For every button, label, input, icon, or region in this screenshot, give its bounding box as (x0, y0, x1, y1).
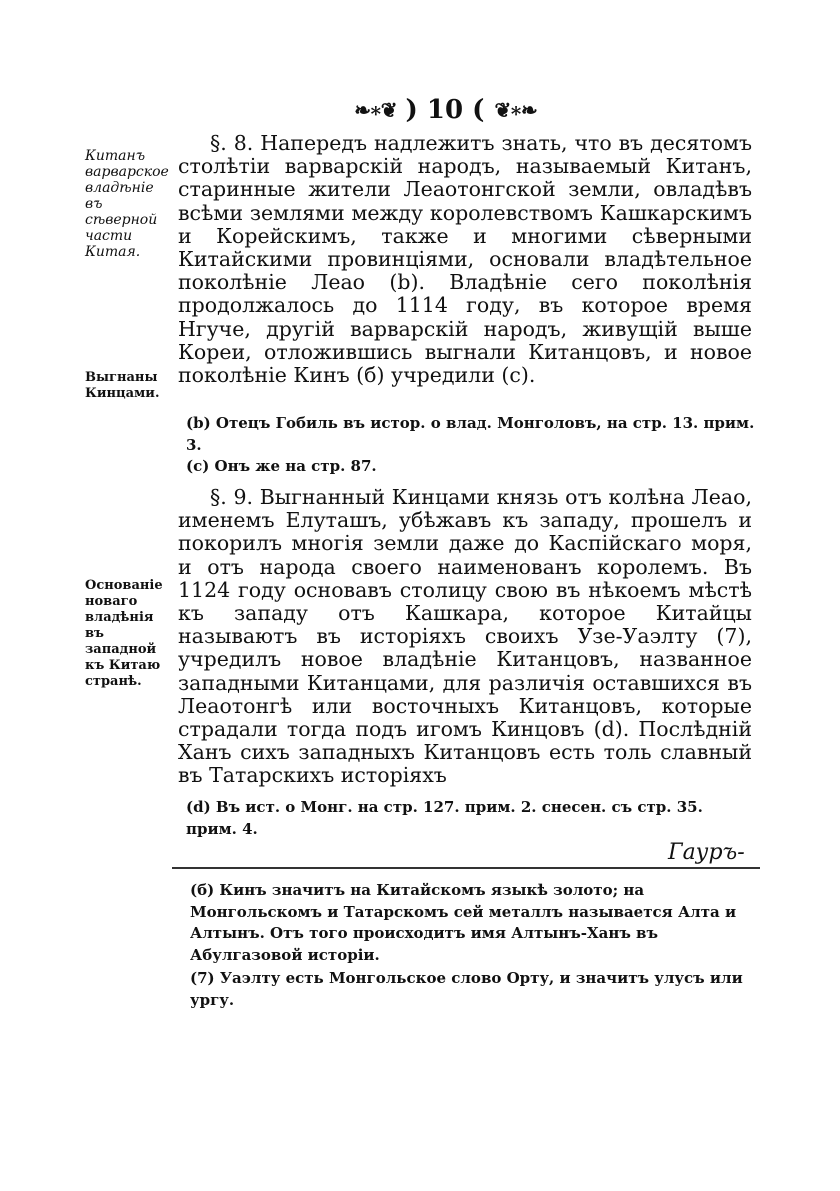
margin-note-foundation: Основанiе новаго владѣнiя въ западной къ Китаю странѣ. (85, 578, 163, 689)
footnote-b: (b) Отецъ Гобиль въ истор. о влад. Монголовъ, на стр. 13. прим. 3. (186, 414, 755, 454)
ornament-right-icon: ❦∗❧ (494, 98, 536, 122)
footnote-c: (c) Онъ же на стр. 87. (186, 457, 377, 475)
page-number: ) 10 ( (405, 95, 485, 125)
footnote-7: (7) Уаэлту есть Монгольское слово Орту, и значитъ улусъ или ургу. (190, 969, 743, 1009)
page-header (330, 90, 560, 130)
margin-note-expelled: Выгнаны Кинцами. (85, 370, 160, 401)
margin-note-kitan: Китанъ варварское владѣнiе въ сѣверной части Китая. (85, 148, 169, 260)
footnote-d: (d) Въ ист. о Монг. на стр. 127. прим. 2. снесен. съ стр. 35. прим. 4. (186, 798, 703, 838)
footnote-6: (б) Кинъ значитъ на Китайскомъ языкѣ золото; на Монгольскомъ и Татарскомъ сей металлъ называется Алта и Алтынъ. Отъ того происходитъ имя Алтынъ-Ханъ въ Абулгазовой исторiи. (190, 881, 737, 964)
catchword: Гауръ- (668, 840, 745, 865)
footnote-divider (172, 867, 760, 869)
paragraph-8: §. 8. Напередъ надлежитъ знать, что въ десятомъ столѣтiи варварскiй народъ, называемый Китанъ, старинные жители Леаотонгской земли, овладѣвъ всѣми землями между королевствомъ Кашкарскимъ и Корейскимъ, также и многими сѣверными Китайскими провинцiями, основали владѣтельное поколѣнiе Леао (b). Владѣнiе сего поколѣнiя продолжалось до 1114 году, въ которое время Нгуче, другiй варварскiй народъ, живущiй выше Кореи, отложившись выгнали Китанцовъ, и новое поколѣнiе Кинъ (б) учредили (c). (178, 131, 752, 388)
ornament-left-icon: ❧∗❦ (354, 98, 396, 122)
paragraph-9: §. 9. Выгнанный Кинцами князь отъ колѣна Леао, именемъ Елуташъ, убѣжавъ къ западу, прошелъ и покорилъ многiя земли даже до Каспiйскаго моря, и отъ народа своего наименованъ королемъ. Въ 1124 году основавъ столицу свою въ нѣкоемъ мѣстѣ къ западу отъ Кашкара, которое Китайцы называютъ въ исторiяхъ своихъ Узе-Уаэлту (7), учредилъ новое владѣнiе Китанцовъ, названное западными Китанцами, для различiя оставшихся въ Леаотонгѣ или восточныхъ Китанцовъ, которые страдали тогда подъ игомъ Кинцовъ (d). Послѣднiй Ханъ сихъ западныхъ Китанцовъ есть толь славный въ Татарскихъ исторiяхъ (178, 485, 752, 788)
